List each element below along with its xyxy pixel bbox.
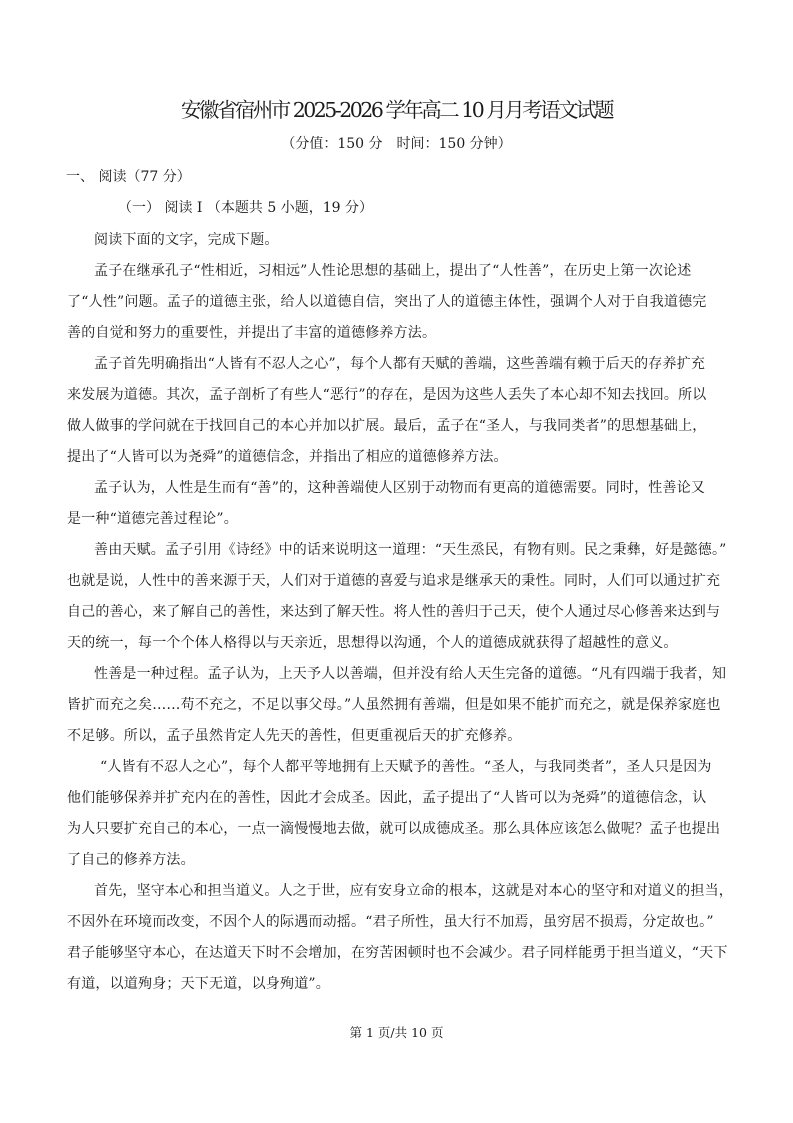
time-info: 时间：150 分钟） (396, 136, 512, 152)
paragraph-line: “人皆有不忍人之心”，每个人都平等地拥有上天赋予的善性。“圣人，与我同类者”，圣人只是因为 (100, 759, 712, 775)
paragraph-line: 君子能够坚守本心，在达道天下时不会增加，在穷苦困顿时也不会减少。君子同样能勇于担当道义，“天下 (67, 945, 728, 961)
paragraph-line: 做人做事的学问就在于找回自己的本心并加以扩展。最后，孟子在“圣人，与我同类者”的思想基础上， (67, 418, 707, 434)
paragraph-line: 不足够。所以，孟子虽然肯定人先天的善性，但更重视后天的扩充修养。 (67, 728, 522, 744)
paragraph-line: 善的自觉和努力的重要性，并提出了丰富的道德修养方法。 (67, 325, 437, 341)
paragraph-line: 了自己的修养方法。 (67, 852, 195, 868)
paragraph-line: 是一种“道德完善过程论”。 (67, 511, 238, 527)
section-heading: 一、 阅读（77 分） (66, 169, 191, 185)
instruction-line: 阅读下面的文字，完成下题。 (94, 232, 279, 248)
paragraph-line: 首先，坚守本心和担当道义。人之于世，应有安身立命的根本，这就是对本心的坚守和对道义的担当， (94, 883, 733, 899)
document-title: 安徽省宿州市 2025-2026 学年高二 10 月月考语文试题 (180, 98, 613, 122)
paragraph-line: 为人只要扩充自己的本心，一点一滴慢慢地去做，就可以成德成圣。那么具体应该怎么做呢？孟子也提出 (67, 821, 721, 837)
paragraph-line: 孟子认为，人性是生而有“善”的，这种善端使人区别于动物而有更高的道德需要。同时，性善论又 (94, 480, 706, 496)
paragraph-line: 不因外在环境而改变，不因个人的际遇而动摇。“君子所性，虽大行不加焉，虽穷居不损焉，分定故也。” (67, 914, 714, 930)
paragraph-line: 提出了“人皆可以为尧舜”的道德信念，并指出了相应的道德修养方法。 (67, 449, 508, 465)
paragraph-line: 孟子在继承孔子“性相近，习相远”人性论思想的基础上，提出了“人性善”，在历史上第一次论述 (94, 263, 692, 279)
paragraph-line: 天的统一，每一个个体人格得以与天亲近，思想得以沟通，个人的道德成就获得了超越性的意义。 (67, 635, 678, 651)
paragraph-line: 自己的善心，来了解自己的善性，来达到了解天性。将人性的善归于己天，使个人通过尽心修善来达到与 (67, 604, 721, 620)
paragraph-line: 来发展为道德。其次，孟子剖析了有些人“恶行”的存在，是因为这些人丢失了本心却不知去找回。所以 (67, 387, 707, 403)
paragraph-line: 孟子首先明确指出“人皆有不忍人之心”，每个人都有天赋的善端，这些善端有赖于后天的存养扩充 (94, 356, 706, 372)
sub-section-heading: （一） 阅读 I （本题共 5 小题，19 分） (118, 200, 373, 216)
paragraph-line: 善由天赋。孟子引用《诗经》中的话来说明这一道理：“天生烝民，有物有则。民之秉彝，好是懿德。” (94, 542, 727, 558)
score-info: （分值：150 分 (281, 136, 383, 152)
paragraph-line: 皆扩而充之矣……苟不充之，不足以事父母。”人虽然拥有善端，但是如果不能扩而充之，就是保养家庭也 (67, 697, 721, 713)
paragraph-line: 他们能够保养并扩充内在的善性，因此才会成圣。因此，孟子提出了“人皆可以为尧舜”的道德信念，认 (67, 790, 707, 806)
exam-info (0, 134, 793, 154)
page-footer: 第 1 页/共 10 页 (349, 1025, 444, 1040)
paragraph-line: 性善是一种过程。孟子认为，上天予人以善端，但并没有给人天生完备的道德。“凡有四端于我者，知 (94, 666, 727, 682)
paragraph-line: 有道，以道殉身；天下无道，以身殉道”。 (67, 976, 330, 992)
paragraph-line: 也就是说，人性中的善来源于天，人们对于道德的喜爱与追求是继承天的秉性。同时，人们可以通过扩充 (67, 573, 721, 589)
paragraph-line: 了“人性”问题。孟子的道德主张，给人以道德自信，突出了人的道德主体性，强调个人对于自我道德完 (67, 294, 707, 310)
